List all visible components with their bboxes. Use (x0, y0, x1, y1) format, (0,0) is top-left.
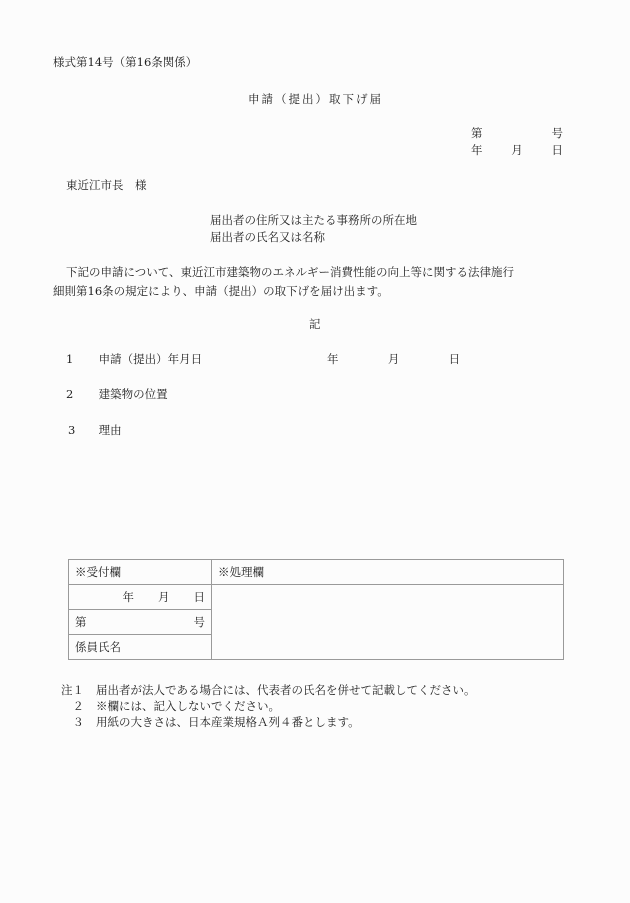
reception-number-cell (69, 610, 212, 635)
item-reason (68, 422, 122, 438)
item-label: 建築物の位置 (98, 387, 168, 401)
processing-cell (212, 585, 564, 660)
reception-header: ※受付欄 (69, 560, 212, 585)
item-application-date-fields (327, 351, 460, 367)
staff-name-cell: 係員氏名 (69, 635, 212, 660)
item-number: 2 (66, 387, 74, 401)
doc-number-suffix: 号 (551, 126, 563, 140)
doc-date-day: 日 (551, 143, 563, 157)
form-number: 様式第14号（第16条関係） (53, 55, 198, 69)
item-application-date (66, 351, 202, 367)
note-item (48, 682, 476, 698)
doc-date-year: 年 (471, 143, 483, 157)
document-number (471, 125, 563, 141)
note-key: 注１ (61, 683, 84, 697)
page-title: 申請（提出）取下げ届 (248, 92, 383, 106)
body-text-line2: 細則第16条の規定により、申請（提出）の取下げを届け出ます。 (53, 284, 389, 298)
reception-year: 年 (122, 590, 134, 604)
item-label: 理由 (98, 423, 122, 437)
item-day: 日 (448, 352, 461, 366)
item-building-location (66, 386, 168, 402)
note-text: 届出者が法人である場合には、代表者の氏名を併せて記載してください。 (96, 683, 476, 697)
body-text-line1: 下記の申請について、東近江市建築物のエネルギー消費性能の向上等に関する法律施行 (66, 265, 515, 279)
processing-header: ※処理欄 (212, 560, 564, 585)
reception-month: 月 (158, 590, 170, 604)
item-year: 年 (327, 352, 339, 366)
doc-number-prefix: 第 (471, 126, 483, 140)
note-item (48, 698, 476, 714)
note-key: ３ (72, 715, 84, 729)
reception-number-suffix: 号 (193, 615, 205, 629)
doc-date-month: 月 (511, 143, 523, 157)
note-key: ２ (72, 699, 84, 713)
addressee: 東近江市長 様 (66, 178, 147, 192)
ki-heading: 記 (309, 317, 321, 331)
document-date (471, 142, 563, 158)
note-text: 用紙の大きさは、日本産業規格Ａ列４番とします。 (96, 715, 360, 729)
item-number: 3 (68, 423, 76, 437)
item-label: 申請（提出）年月日 (98, 352, 203, 366)
note-item (48, 714, 476, 730)
notes (48, 682, 476, 730)
item-month: 月 (387, 352, 400, 366)
reception-day: 日 (193, 590, 205, 604)
applicant-address-label: 届出者の住所又は主たる事務所の所在地 (210, 213, 417, 227)
applicant-name-label: 届出者の氏名又は名称 (210, 230, 325, 244)
reception-number-prefix: 第 (75, 615, 87, 629)
office-use-table (68, 559, 564, 660)
reception-date-cell (69, 585, 212, 610)
item-number: 1 (66, 352, 74, 366)
note-text: ※欄には、記入しないでください。 (96, 699, 280, 713)
